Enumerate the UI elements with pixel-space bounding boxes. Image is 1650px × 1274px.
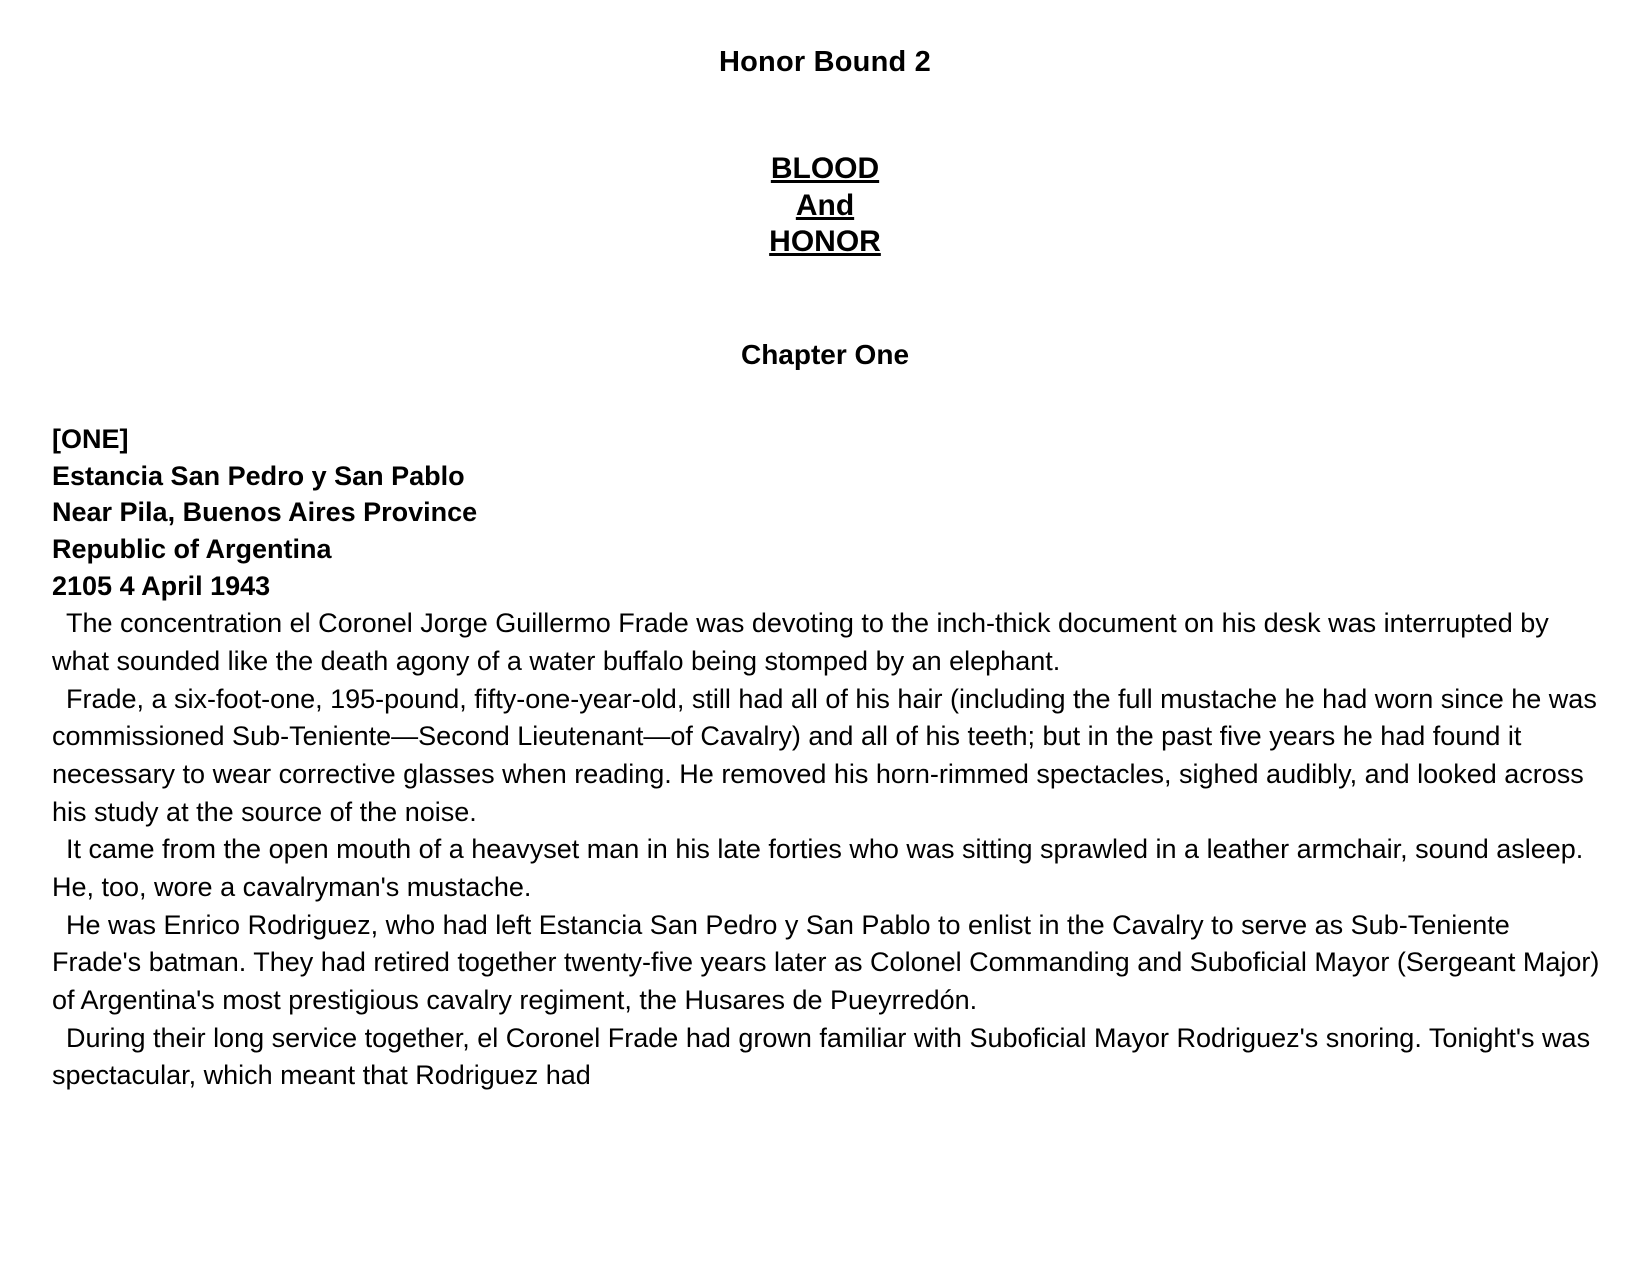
book-title-text-2: And xyxy=(795,188,855,222)
section-heading-line-5: 2105 4 April 1943 xyxy=(52,570,271,601)
paragraph: The concentration el Coronel Jorge Guillermo Frade was devoting to the inch-thick document on his desk was interrupted by what sounded like the death agony of a water buffalo being stomped by an elephant. xyxy=(52,608,1549,677)
book-title-line-2 xyxy=(40,188,1610,225)
section-heading-line-3: Near Pila, Buenos Aires Province xyxy=(52,497,478,528)
section-heading-line-1: [ONE] xyxy=(52,423,129,454)
book-title xyxy=(40,151,1610,261)
section-heading-line-4: Republic of Argentina xyxy=(52,533,332,564)
section-heading xyxy=(52,421,1602,605)
paragraph: Frade, a six-foot-one, 195-pound, fifty-one-year-old, still had all of his hair (including the full mustache he had worn since he was commissioned Sub-Teniente—Second Lieutenant—of Cavalry) and all of his teeth; but in the past five years he had found it necessary to wear corrective glasses when reading. He removed his horn-rimmed spectacles, sighed audibly, and looked across his study at the source of the noise. xyxy=(52,683,1597,827)
book-title-text-3: HONOR xyxy=(769,225,881,259)
book-title-text-1: BLOOD xyxy=(770,152,880,185)
chapter-heading: Chapter One xyxy=(740,338,910,370)
book-title-line-1 xyxy=(40,151,1610,188)
running-title: Honor Bound 2 xyxy=(718,46,931,78)
paragraph: It came from the open mouth of a heavyset man in his late forties who was sitting sprawled in a leather armchair, sound asleep. He, too, wore a cavalryman's mustache. xyxy=(52,834,1584,902)
section-heading-line-2: Estancia San Pedro y San Pablo xyxy=(52,460,465,491)
book-title-line-3 xyxy=(40,224,1610,261)
paragraph: During their long service together, el Coronel Frade had grown familiar with Suboficial Mayor Rodriguez's snoring. Tonight's was spectacular, which meant that Rodriguez had xyxy=(52,1022,1591,1091)
paragraph: He was Enrico Rodriguez, who had left Estancia San Pedro y San Pablo to enlist in the Cavalry to serve as Sub-Teniente Frade's batman. They had retired together twenty-five years later as Colonel Commanding and Suboficial Mayor (Sergeant Major) of Argentina's most prestigious cavalry regiment, the Husares de Pueyrredón. xyxy=(52,909,1600,1015)
body-block xyxy=(40,421,1610,1095)
